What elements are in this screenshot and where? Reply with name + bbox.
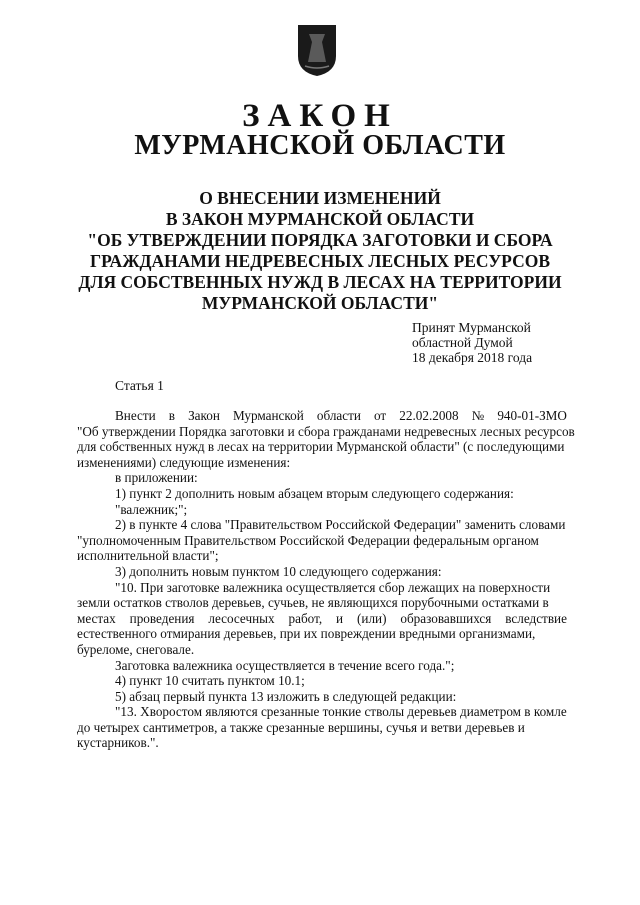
body-line: 2) в пункте 4 слова "Правительством Российской Федерации" заменить словами: [115, 517, 566, 533]
word: области: [316, 408, 361, 423]
region-title: МУРМАНСКОЙ ОБЛАСТИ: [134, 130, 506, 161]
body-line: 3) дополнить новым пунктом 10 следующего содержания:: [115, 563, 442, 579]
word: Внести: [115, 408, 156, 423]
subject-line: ГРАЖДАНАМИ НЕДРЕВЕСНЫХ ЛЕСНЫХ РЕСУРСОВ: [89, 251, 551, 271]
body-line: исполнительной власти";: [77, 548, 219, 564]
subject-line: "ОБ УТВЕРЖДЕНИИ ПОРЯДКА ЗАГОТОВКИ И СБОРА: [87, 230, 553, 250]
body-line: "Об утверждении Порядка заготовки и сбора гражданами недревесных лесных ресурсов: [77, 423, 575, 439]
body-line: 1) пункт 2 дополнить новым абзацем вторым следующего содержания:: [115, 485, 514, 501]
subject-line: В ЗАКОН МУРМАНСКОЙ ОБЛАСТИ: [165, 209, 475, 229]
law-title: ЗАКОН: [242, 98, 398, 134]
body-line: в приложении:: [115, 470, 198, 486]
word: и: [336, 610, 344, 626]
body-line: Заготовка валежника осуществляется в течение всего года.";: [115, 657, 455, 673]
adoption-note: [412, 320, 532, 365]
subject-line: МУРМАНСКОЙ ОБЛАСТИ": [201, 293, 439, 313]
body-line: 5) абзац первый пункта 13 изложить в следующей редакции:: [115, 688, 457, 704]
body-line-justified: [77, 408, 567, 424]
coat-of-arms-icon: [295, 22, 339, 78]
body-line: "13. Хворостом являются срезанные тонкие стволы деревьев диаметром в комле: [115, 704, 567, 720]
word: №: [471, 408, 485, 423]
word: образовавшихся: [400, 610, 492, 626]
word: в: [168, 408, 176, 423]
body-line: "10. При заготовке валежника осуществляется сбор лежащих на поверхности: [115, 579, 551, 595]
body-line: естественного отмирания деревьев, при их повреждении вредными организмами,: [77, 626, 536, 642]
word: лесосечных: [208, 610, 275, 626]
body-line: 4) пункт 10 считать пунктом 10.1;: [115, 673, 305, 689]
word: работ,: [288, 610, 323, 626]
body-line: буреломе, снеговале.: [77, 641, 195, 657]
body-line: изменениями) следующие изменения:: [77, 454, 291, 470]
adoption-line: областной Думой: [412, 335, 513, 350]
subject-line: О ВНЕСЕНИИ ИЗМЕНЕНИЙ: [199, 188, 441, 208]
word: вследствие: [505, 610, 567, 626]
word: проведения: [129, 610, 195, 626]
word: местах: [77, 610, 116, 626]
body-line: земли остатков стволов деревьев, сучьев, не являющихся порубочными остатками в: [77, 595, 549, 611]
word: 940-01-ЗМО: [497, 408, 567, 423]
word: (или): [357, 610, 387, 626]
body-line: кустарников.".: [77, 735, 159, 751]
word: от: [374, 408, 387, 423]
subject-line: ДЛЯ СОБСТВЕННЫХ НУЖД В ЛЕСАХ НА ТЕРРИТОРИИ: [78, 272, 562, 292]
adoption-date: 18 декабря 2018 года: [412, 350, 533, 365]
body-line: для собственных нужд в лесах на территории Мурманской области" (с последующими: [77, 439, 565, 455]
body-line: "валежник;";: [115, 501, 188, 517]
adoption-line: Принят Мурманской: [412, 320, 531, 335]
word: Мурманской: [233, 408, 304, 423]
word: 22.02.2008: [399, 408, 459, 423]
article-heading: Статья 1: [115, 378, 164, 393]
body-line-justified: [77, 611, 567, 627]
body-line: "уполномоченным Правительством Российской Федерации федеральным органом: [77, 532, 539, 548]
word: Закон: [188, 408, 220, 423]
law-subject: [60, 188, 580, 314]
article-body: [77, 408, 575, 751]
body-line: до четырех сантиметров, а также срезанные вершины, сучья и ветви деревьев и: [77, 719, 525, 735]
